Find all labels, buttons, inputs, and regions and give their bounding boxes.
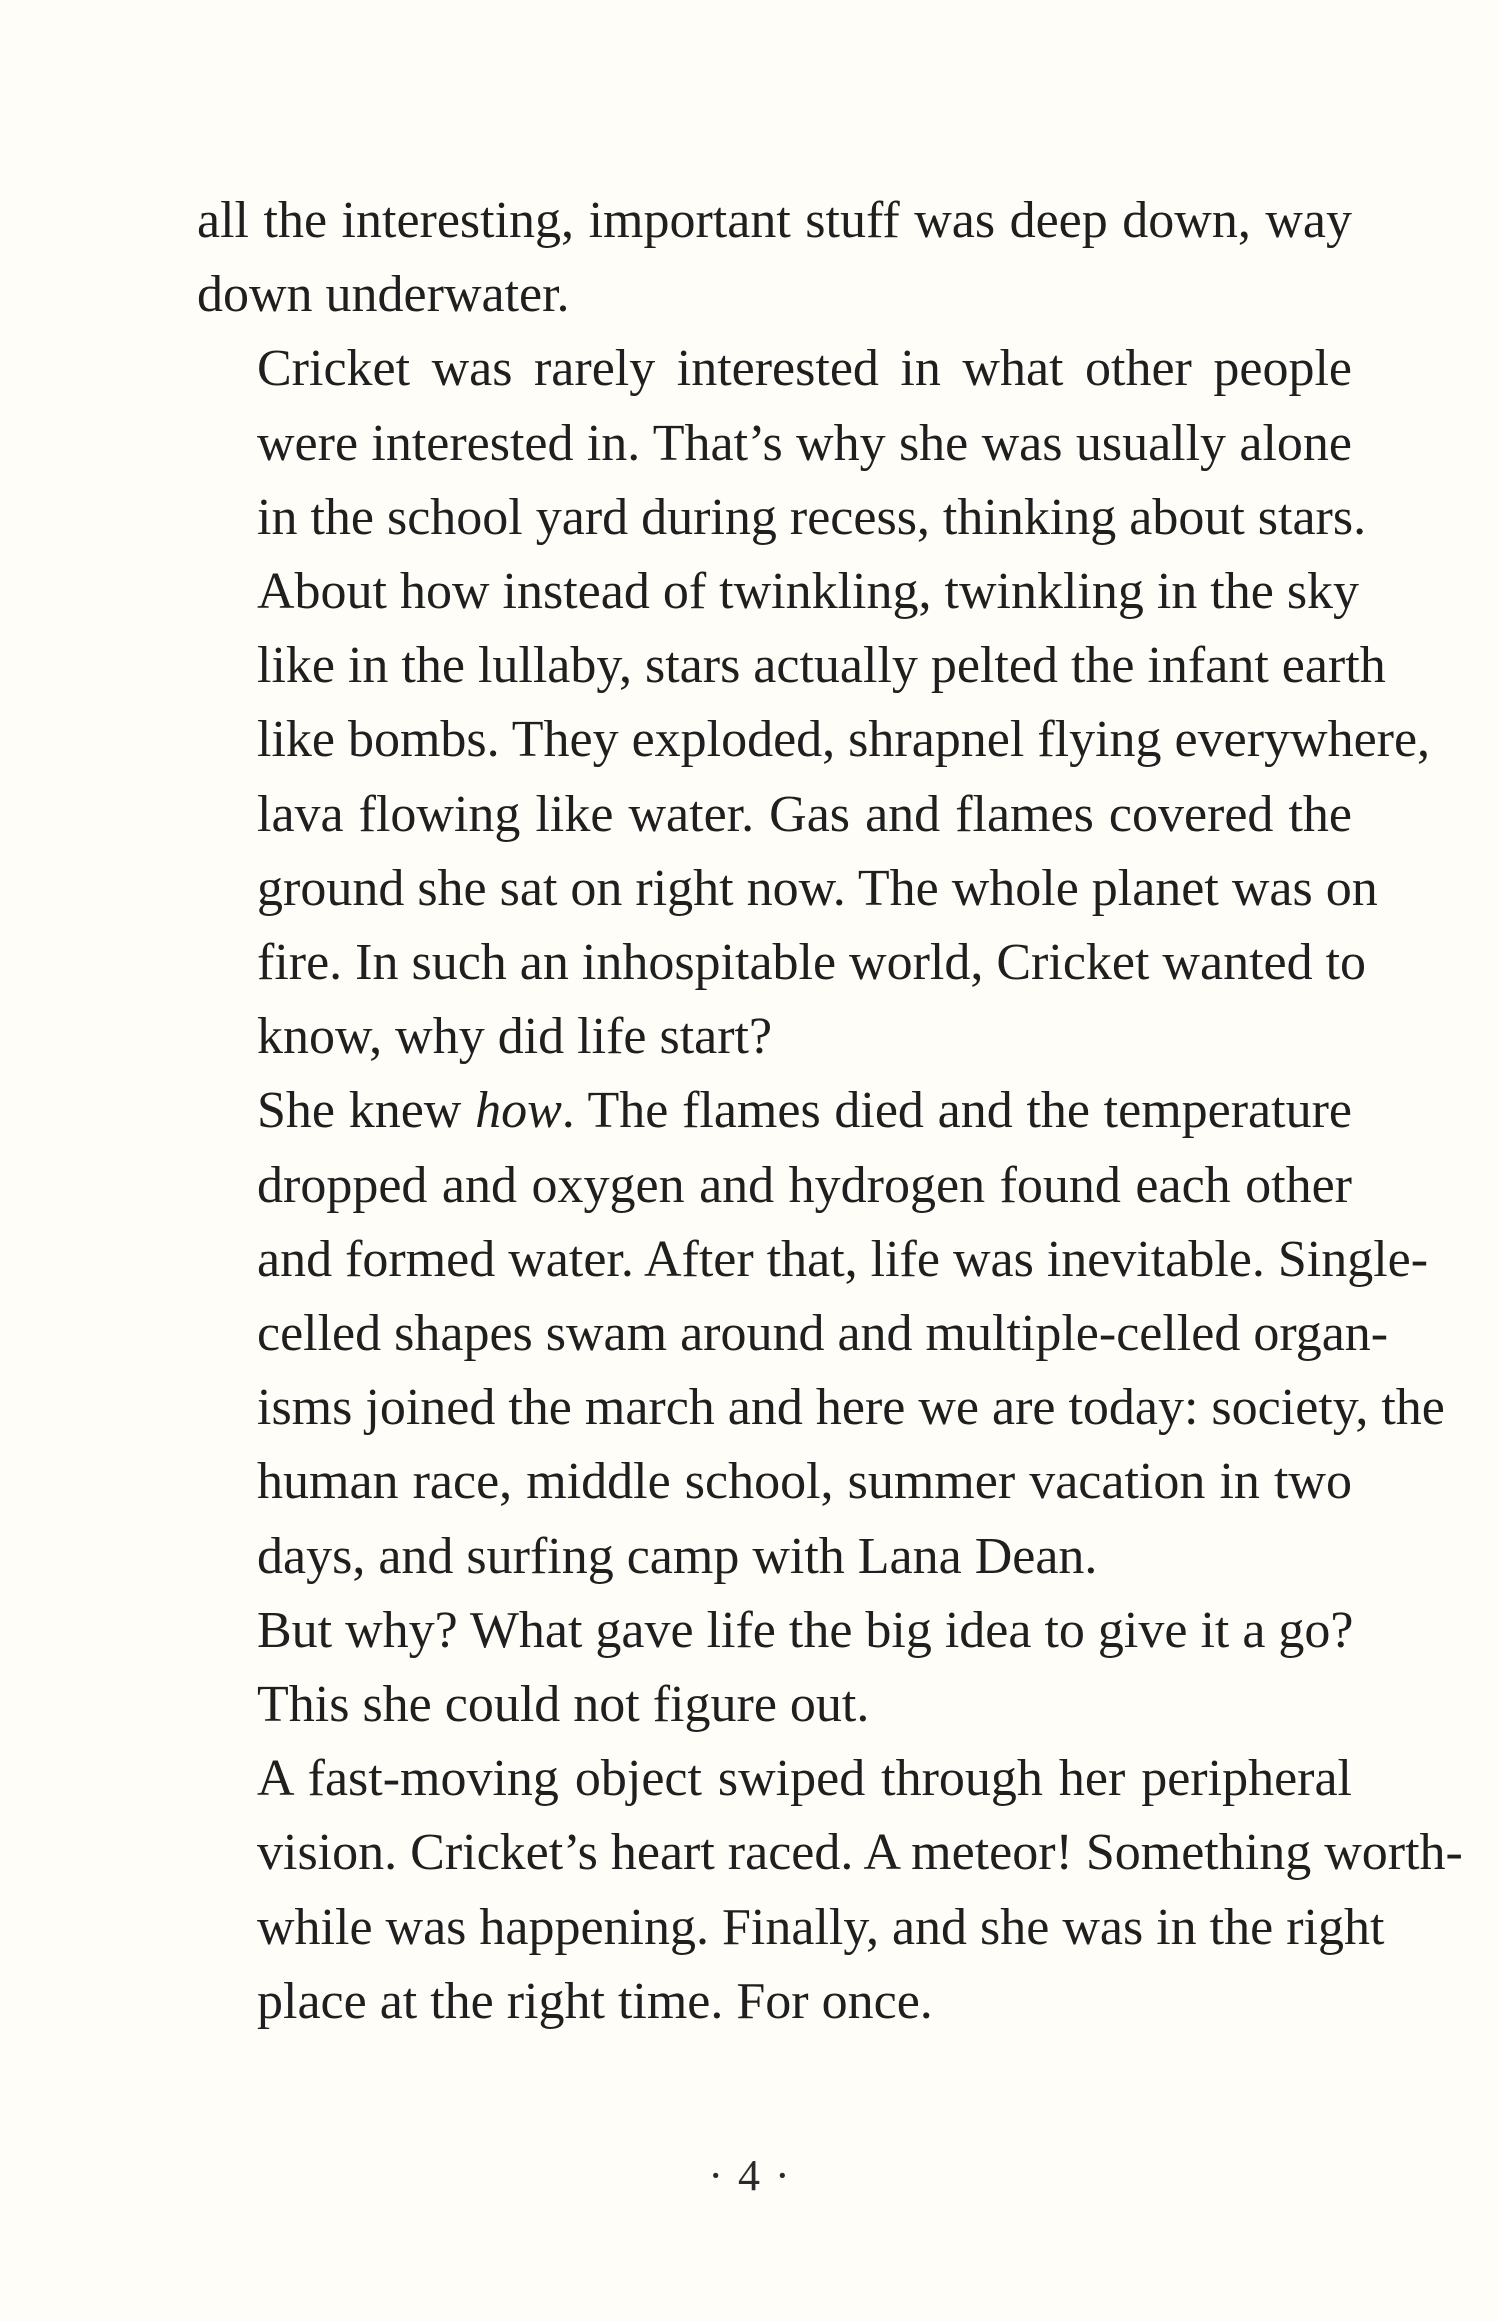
text-line: A fast-moving object swiped through her peripheral — [257, 1750, 1352, 1808]
paragraph — [197, 1668, 1352, 1742]
text-line: She knew how. The flames died and the temperature — [257, 1082, 1352, 1140]
text-line: fire. In such an inhospitable world, Cricket wanted to — [257, 934, 1367, 992]
text-line: in the school yard during recess, thinking about stars. — [257, 488, 1367, 546]
paragraph — [197, 1594, 1352, 1668]
text-line: ground she sat on right now. The whole planet was on — [257, 859, 1378, 917]
text-line: isms joined the march and here we are today: society, the — [257, 1379, 1445, 1437]
text-line: down underwater. — [197, 266, 570, 324]
paragraph — [197, 332, 1431, 1074]
text-line: like bombs. They exploded, shrapnel flying everywhere, — [257, 711, 1431, 769]
text-line: This she could not figure out. — [257, 1676, 870, 1734]
text-line: human race, middle school, summer vacation in two — [257, 1453, 1352, 1511]
text-line: while was happening. Finally, and she was in the right — [257, 1898, 1385, 1956]
page-number: · 4 · — [708, 2151, 792, 2200]
text-line: vision. Cricket’s heart raced. A meteor! Something worth- — [257, 1824, 1463, 1882]
text-line: days, and surfing camp with Lana Dean. — [257, 1527, 1098, 1585]
text-line: About how instead of twinkling, twinkling in the sky — [257, 563, 1360, 621]
paragraph — [197, 1742, 1463, 2039]
paragraph — [197, 1074, 1445, 1593]
text-line: dropped and oxygen and hydrogen found each other — [257, 1156, 1352, 1214]
italic-emphasis: how — [475, 1082, 562, 1140]
body-text — [197, 184, 1463, 2039]
text-line: all the interesting, important stuff was deep down, way — [197, 192, 1352, 249]
text-line: place at the right time. For once. — [257, 1972, 933, 2030]
text-line: celled shapes swam around and multiple-celled organ- — [257, 1305, 1389, 1363]
text-line: know, why did life start? — [257, 1008, 773, 1066]
text-line: lava flowing like water. Gas and flames covered the — [257, 785, 1352, 843]
text-line: were interested in. That’s why she was usually alone — [257, 414, 1352, 472]
text-line: But why? What gave life the big idea to give it a go? — [257, 1601, 1354, 1659]
text-line: Cricket was rarely interested in what other people — [257, 340, 1352, 398]
text-line: and formed water. After that, life was inevitable. Single- — [257, 1230, 1429, 1288]
text-line: like in the lullaby, stars actually pelted the infant earth — [257, 637, 1386, 695]
paragraph — [197, 184, 1352, 332]
